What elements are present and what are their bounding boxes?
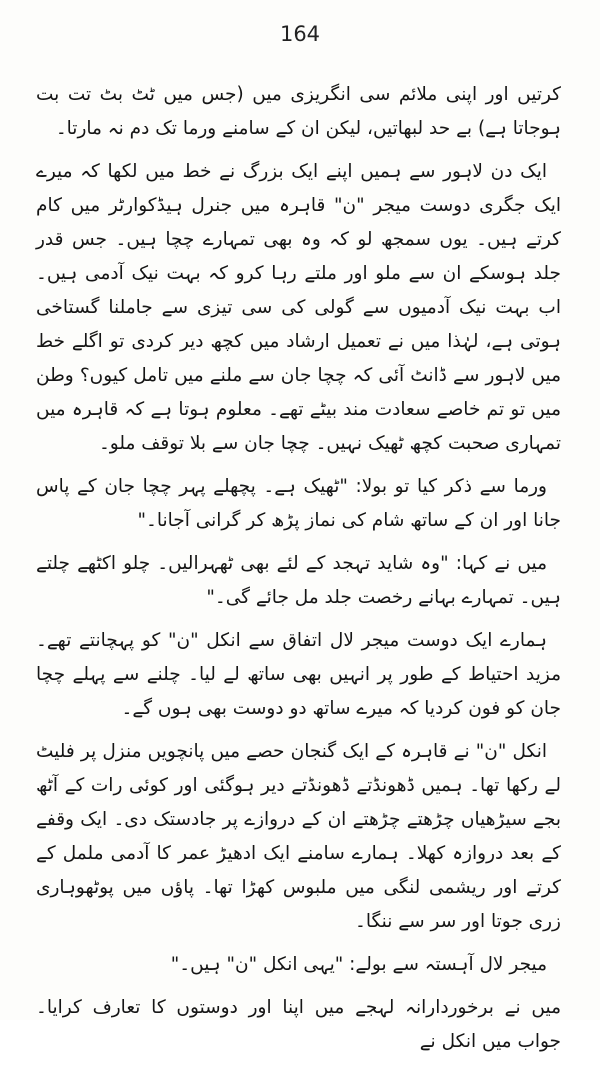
- paragraph-6: انکل "ن" نے قاہرہ کے ایک گنجان حصے میں پانچویں منزل پر فلیٹ لے رکھا تھا۔ ہمیں ڈھونڈتے ڈھونڈتے دیر ہوگئی اور کوئی رات کے آٹھ بجے سیڑھیاں چڑھتے چڑھتے ان کے دروازے پر جادستک دی۔ ایک وقفے کے بعد دروازہ کھلا۔ ہمارے سامنے ایک ادھیڑ عمر کا آدمی ململ کے کرتے اور ریشمی لنگی میں ملبوس کھڑا تھا۔ پاؤں میں پوٹھوہاری زری جوتا اور سر سے ننگا۔: [36, 741, 561, 932]
- paragraph-1: کرتیں اور اپنی ملائم سی انگریزی میں (جس میں ٹٹ بٹ تت بت ہوجاتا ہے) بے حد لبھاتیں، لیکن ان کے سامنے ورما تک دم نہ مارتا۔: [36, 84, 561, 139]
- page-number: 164: [279, 22, 321, 46]
- paragraph-3: ورما سے ذکر کیا تو بولا: "ٹھیک ہے۔ پچھلے پہر چچا جان کے پاس جانا اور ان کے ساتھ شام کی نماز پڑھ کر گرانی آجانا۔": [36, 476, 561, 531]
- paragraph-8: میں نے برخوردارانہ لہجے میں اپنا اور دوستوں کا تعارف کرایا۔ جواب میں انکل نے: [36, 997, 561, 1052]
- paragraph-2: ایک دن لاہور سے ہمیں اپنے ایک بزرگ نے خط میں لکھا کہ میرے ایک جگری دوست میجر "ن" قاہرہ میں جنرل ہیڈکوارٹر میں کام کرتے ہیں۔ یوں سمجھ لو کہ وہ بھی تمہارے چچا ہیں۔ جس قدر جلد ہوسکے ان سے ملو اور ملتے رہا کرو کہ بہت نیک آدمی ہیں۔ اب بہت نیک آدمیوں سے گولی کی سی تیزی سے جاملنا گستاخی ہوتی ہے، لہٰذا میں نے تعمیل ارشاد میں کچھ دیر کردی تو اگلے خط میں لاہور سے ڈانٹ آئی کہ چچا جان سے ملنے میں تامل کیوں؟ وطن میں تو تم خاصے سعادت مند بیٹے تھے۔ معلوم ہوتا ہے کہ قاہرہ میں تمہاری صحبت کچھ ٹھیک نہیں۔ چچا جان سے بلا توقف ملو۔: [36, 161, 561, 454]
- paragraph-4: میں نے کہا: "وہ شاید تہجد کے لئے بھی ٹھہرالیں۔ چلو اکٹھے چلتے ہیں۔ تمہارے بہانے رخصت جلد مل جائے گی۔": [36, 553, 561, 608]
- paragraph-7: میجر لال آہستہ سے بولے: "یہی انکل "ن" ہیں۔": [170, 954, 547, 975]
- body-text: [36, 78, 561, 1068]
- paragraph-5: ہمارے ایک دوست میجر لال اتفاق سے انکل "ن" کو پہچانتے تھے۔ مزید احتیاط کے طور پر انہیں بھی ساتھ لے لیا۔ چلنے سے پہلے چچا جان کو فون کردیا کہ میرے ساتھ دو دوست بھی ہوں گے۔: [36, 630, 561, 719]
